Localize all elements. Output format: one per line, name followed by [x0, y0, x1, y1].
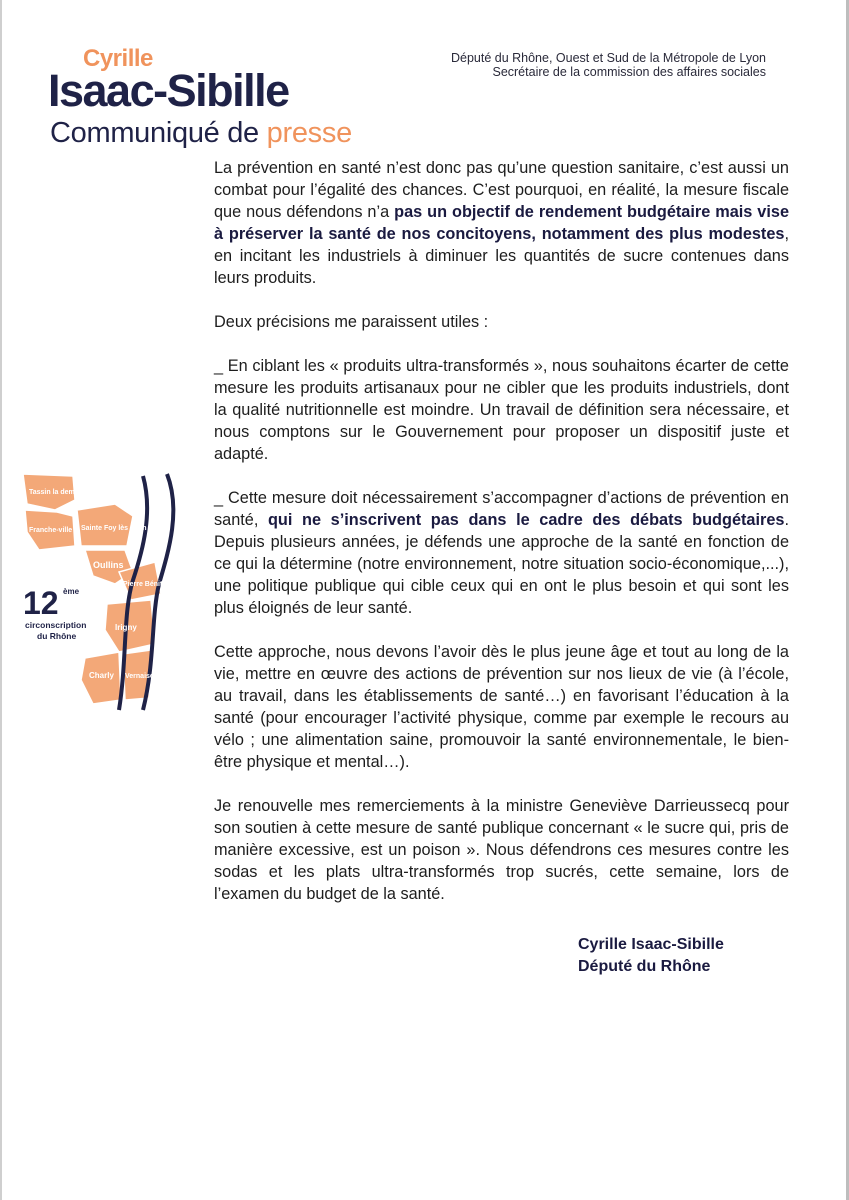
- constituency-caption-line2: du Rhône: [37, 631, 77, 641]
- logo-last-name: Isaac-Sibille: [48, 65, 289, 116]
- map-label-irigny: Irigny: [115, 623, 137, 632]
- constituency-number: 12: [23, 585, 59, 621]
- paragraph-6: Je renouvelle mes remerciements à la ministre Geneviève Darrieussecq pour son soutien à cette mesure de santé publique concernant « le sucre qui, pris de manière excessive, est un poison ». Nous défendrons ces mesures contre les sodas et les plats ultra-transformés trop sucrés, cette semaine, lors de l’examen du budget de la santé.: [214, 797, 789, 903]
- paragraph-4: [214, 487, 789, 619]
- signature-name: Cyrille Isaac-Sibille: [578, 936, 724, 953]
- deputy-role: Député du Rhône, Ouest et Sud de la Métropole de Lyon: [450, 51, 766, 65]
- commission-role: Secrétaire de la commission des affaires sociales: [492, 65, 766, 79]
- logo-subtitle-accent: presse: [266, 117, 352, 149]
- paragraph-5: Cette approche, nous devons l’avoir dès le plus jeune âge et tout au long de la vie, mettre en œuvre des actions de prévention sur nos lieux de vie (à l’école, au travail, dans les établissements de santé…) en favorisant l’éducation à la santé (pour encourager l’activité physique, comme par exemple le recours au vélo ; une alimentation saine, promouvoir la santé environnementale, le bien-être physique et mental…).: [214, 643, 789, 771]
- logo-subtitle-main: Communiqué de: [50, 117, 267, 149]
- page-border-left: [0, 0, 2, 1200]
- map-label-charly: Charly: [89, 671, 114, 680]
- map-label-francheville: Franche-ville: [29, 527, 73, 534]
- constituency-map: [15, 472, 195, 712]
- paragraph-1: [214, 157, 789, 289]
- deputy-info: [400, 51, 766, 79]
- paragraph-1-text-b: , en incitant les industriels à diminuer les quantités de sucre contenues dans leurs produits.: [214, 225, 789, 287]
- logo-first-name: Cyrille: [83, 45, 153, 72]
- constituency-caption-line1: circonscription: [25, 620, 87, 630]
- paragraph-2: Deux précisions me paraissent utiles :: [214, 313, 489, 331]
- map-label-oullins: Oullins: [93, 560, 124, 570]
- paragraph-3: _ En ciblant les « produits ultra-transformés », nous souhaitons écarter de cette mesure les produits artisanaux pour ne cibler que les produits industriels, dont la qualité nutritionnelle est moindre. Un travail de définition sera nécessaire, et nous comptons sur le Gouvernement pour proposer un dispositif juste et adapté.: [214, 357, 789, 463]
- paragraph-4-bold: qui ne s’inscrivent pas dans le cadre des débats budgétaires: [267, 511, 785, 529]
- paragraph-4-text-a: _ Cette mesure doit nécessairement s’accompagner d’actions de prévention en santé,: [214, 489, 789, 529]
- paragraph-1-text-a: La prévention en santé n’est donc pas qu’une question sanitaire, c’est aussi un combat pour l’égalité des chances. C’est pourquoi, en réalité, la mesure fiscale que nous défendons n’a: [214, 159, 789, 221]
- paragraph-1-bold: pas un objectif de rendement budgétaire mais vise à préserver la santé de nos concitoyens, notamment des plus modestes: [214, 203, 789, 243]
- map-label-pierre-benite: Pierre Bénite: [123, 581, 167, 588]
- map-label-sainte-foy: Sainte Foy lès Lyon: [81, 525, 147, 532]
- paragraph-4-text-b: . Depuis plusieurs années, je défends une approche de la santé en fonction de ce qui la détermine (notre environnement, notre situation socio-économique,...), une politique publique qui cible ceux qui en ont le plus besoin et qui sont les plus éloignés de leur santé.: [214, 511, 789, 617]
- logo-subtitle: [50, 117, 352, 150]
- map-label-vernaison: Vernaison: [125, 673, 159, 680]
- signature-block: [578, 934, 724, 978]
- press-release-body: [214, 157, 789, 927]
- signature-title: Député du Rhône: [578, 958, 711, 975]
- constituency-superscript: ème: [63, 587, 80, 596]
- map-label-tassin: Tassin la demi lune: [29, 489, 94, 496]
